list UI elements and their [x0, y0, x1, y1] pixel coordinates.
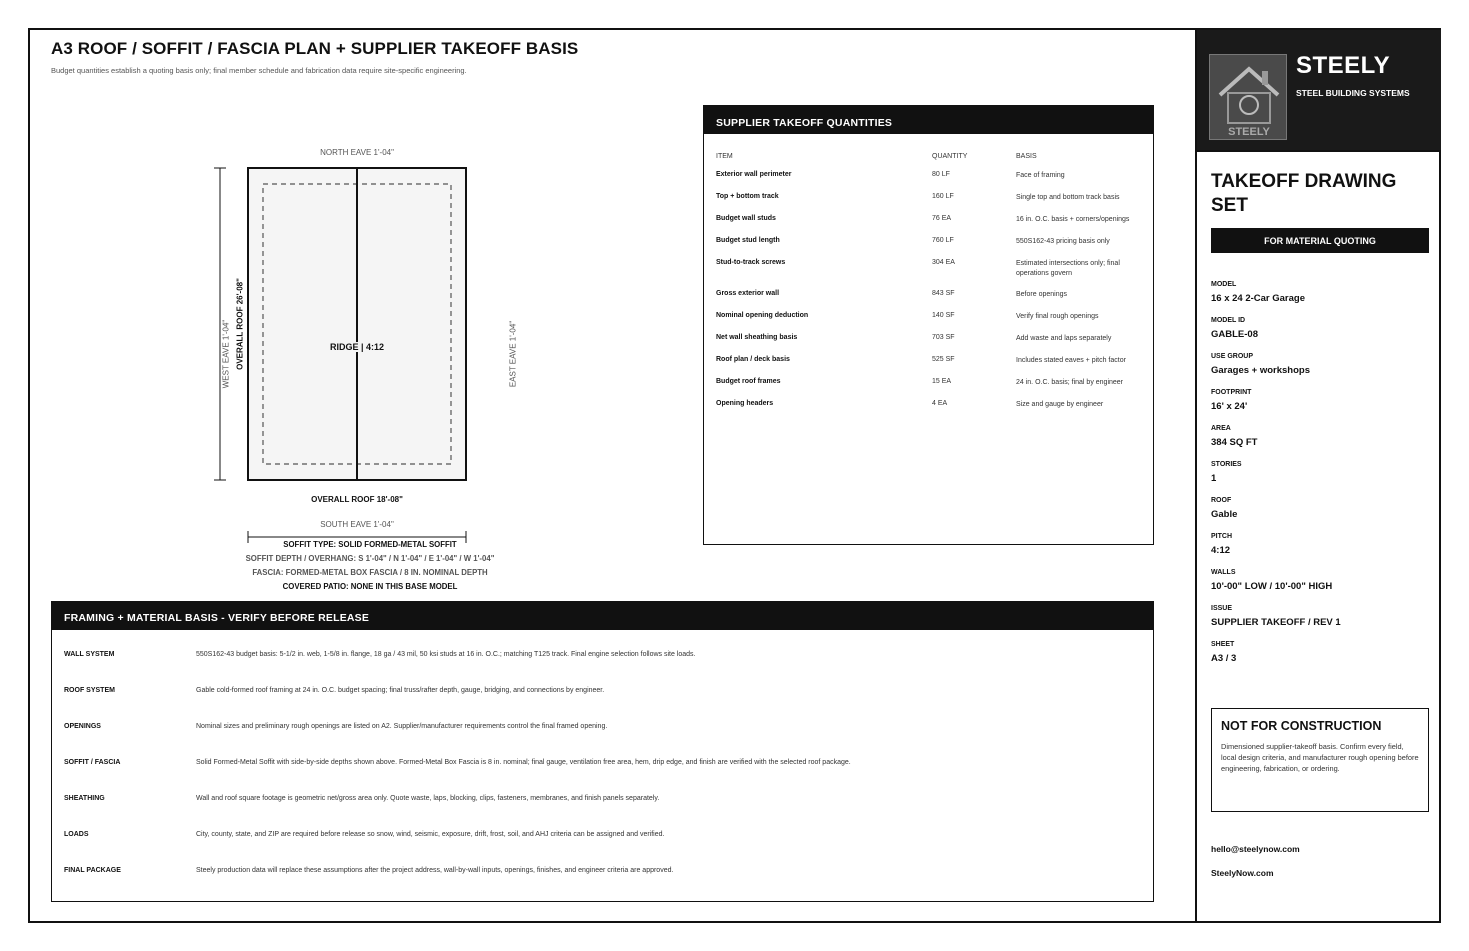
sheet-subtitle: Budget quantities establish a quoting basis only; final member schedule and fabrication data require site-specific engineering.	[51, 66, 467, 75]
ridge-label: RIDGE | 4:12	[329, 342, 385, 352]
column-header-quantity: QUANTITY	[932, 153, 968, 160]
takeoff-qty: 760 LF	[932, 237, 954, 244]
brand-subtitle: STEEL BUILDING SYSTEMS	[1296, 88, 1410, 98]
brand-header	[1197, 30, 1441, 152]
meta-key: SHEET	[1211, 641, 1235, 648]
fascia-note: FASCIA: FORMED-METAL BOX FASCIA / 8 IN. NOMINAL DEPTH	[252, 568, 488, 577]
sheet-title: A3 ROOF / SOFFIT / FASCIA PLAN + SUPPLIER TAKEOFF BASIS	[51, 39, 579, 58]
soffit-type-note: SOFFIT TYPE: SOLID FORMED-METAL SOFFIT	[283, 540, 457, 549]
takeoff-table	[703, 105, 1154, 545]
framing-label: ROOF SYSTEM	[64, 687, 115, 694]
meta-value: A3 / 3	[1211, 653, 1237, 664]
meta-key: PITCH	[1211, 533, 1232, 540]
takeoff-basis: Before openings	[1016, 291, 1067, 298]
meta-key: ROOF	[1211, 497, 1232, 504]
meta-value: SUPPLIER TAKEOFF / REV 1	[1211, 617, 1341, 628]
main-area	[30, 30, 1195, 921]
meta-value: 10'-00" LOW / 10'-00" HIGH	[1211, 581, 1333, 592]
takeoff-item: Exterior wall perimeter	[716, 171, 792, 178]
takeoff-basis: Includes stated eaves + pitch factor	[1016, 357, 1126, 364]
takeoff-header: SUPPLIER TAKEOFF QUANTITIES	[704, 106, 1153, 134]
meta-key: AREA	[1211, 425, 1231, 432]
meta-value: 384 SQ FT	[1211, 437, 1258, 448]
framing-text: Nominal sizes and preliminary rough openings are listed on A2. Supplier/manufacturer requirements control the final framed opening.	[196, 723, 608, 730]
takeoff-qty: 304 EA	[932, 259, 955, 266]
east-eave-label: EAST EAVE 1'-04"	[508, 320, 518, 388]
takeoff-basis: Estimated intersections only; final operations govern	[1016, 260, 1120, 277]
framing-basis	[51, 601, 1154, 902]
roof-plan-drawing	[180, 140, 560, 600]
column-header-item: ITEM	[716, 153, 733, 160]
patio-note: COVERED PATIO: NONE IN THIS BASE MODEL	[282, 582, 458, 591]
website-link[interactable]: SteelyNow.com	[1211, 868, 1274, 878]
takeoff-item: Opening headers	[716, 400, 774, 407]
meta-roof	[1211, 497, 1237, 520]
quoting-banner: FOR MATERIAL QUOTING	[1211, 228, 1429, 253]
brand-name: STEELY	[1296, 52, 1391, 79]
meta-pitch	[1211, 533, 1232, 556]
meta-value: Garages + workshops	[1211, 365, 1310, 376]
takeoff-column-headers	[704, 134, 1153, 160]
framing-label: FINAL PACKAGE	[64, 867, 121, 874]
meta-stories	[1211, 461, 1242, 484]
not-for-construction-box	[1211, 708, 1429, 812]
meta-use-group	[1211, 353, 1310, 376]
framing-label: SOFFIT / FASCIA	[64, 759, 121, 766]
framing-text: 550S162-43 budget basis: 5-1/2 in. web, 1-5/8 in. flange, 18 ga / 43 mil, 50 ksi studs at 16 in. O.C.; matching T125 track. Final engine selection follows site loads.	[196, 651, 696, 658]
takeoff-qty: 4 EA	[932, 400, 948, 407]
title-block	[1195, 30, 1441, 921]
takeoff-qty: 80 LF	[932, 171, 950, 178]
meta-model	[1211, 281, 1305, 304]
framing-text: Gable cold-formed roof framing at 24 in. O.C. budget spacing; final truss/rafter depth, gauge, bridging, and connections by engineer.	[196, 687, 605, 694]
takeoff-basis: 16 in. O.C. basis + corners/openings	[1016, 216, 1130, 223]
drawing-set-title: TAKEOFF DRAWING SET	[1211, 171, 1397, 216]
takeoff-item: Budget stud length	[716, 237, 780, 244]
overall-width-label: OVERALL ROOF 18'-08"	[311, 495, 403, 504]
west-eave-label: WEST EAVE 1'-04"	[221, 319, 231, 389]
meta-key: USE GROUP	[1211, 353, 1254, 360]
meta-model-id	[1211, 317, 1258, 340]
column-header-basis: BASIS	[1016, 153, 1037, 160]
takeoff-item: Roof plan / deck basis	[716, 356, 790, 363]
framing-label: WALL SYSTEM	[64, 651, 115, 658]
takeoff-item: Budget wall studs	[716, 215, 776, 222]
meta-value: Gable	[1211, 509, 1238, 520]
meta-walls	[1211, 569, 1332, 592]
takeoff-item: Gross exterior wall	[716, 290, 780, 297]
meta-value: 16' x 24'	[1211, 401, 1248, 412]
takeoff-qty: 160 LF	[932, 193, 954, 200]
drawing-sheet	[28, 28, 1441, 923]
south-eave-label: SOUTH EAVE 1'-04"	[320, 520, 394, 529]
takeoff-basis: Face of framing	[1016, 172, 1065, 179]
framing-text: Wall and roof square footage is geometric net/gross area only. Quote waste, laps, blocking, clips, fasteners, membranes, and finish panels separately.	[196, 795, 660, 802]
takeoff-item: Top + bottom track	[716, 193, 779, 200]
meta-key: WALLS	[1211, 569, 1236, 576]
takeoff-item: Net wall sheathing basis	[716, 334, 798, 341]
takeoff-basis: Verify final rough openings	[1016, 313, 1099, 320]
meta-key: MODEL	[1211, 281, 1237, 288]
meta-key: ISSUE	[1211, 605, 1233, 612]
framing-text: City, county, state, and ZIP are required before release so snow, wind, seismic, exposure, drift, frost, soil, and AHJ criteria can be assigned and verified.	[196, 831, 665, 838]
contact-email[interactable]: hello@steelynow.com	[1211, 844, 1300, 854]
overall-depth-label: OVERALL ROOF 26'-08"	[235, 278, 245, 370]
takeoff-item: Nominal opening deduction	[716, 312, 809, 319]
takeoff-basis: 550S162-43 pricing basis only	[1016, 238, 1110, 245]
takeoff-item: Stud-to-track screws	[716, 259, 786, 266]
meta-value: 1	[1211, 473, 1217, 484]
takeoff-qty: 15 EA	[932, 378, 952, 385]
takeoff-basis: 24 in. O.C. basis; final by engineer	[1016, 379, 1124, 386]
meta-value: 4:12	[1211, 545, 1231, 556]
meta-key: FOOTPRINT	[1211, 389, 1252, 396]
house-logo-icon	[1210, 55, 1288, 141]
meta-key: MODEL ID	[1211, 317, 1246, 324]
takeoff-qty: 703 SF	[932, 334, 955, 341]
steely-logo	[1209, 54, 1287, 140]
soffit-depth-note: SOFFIT DEPTH / OVERHANG: S 1'-04" / N 1'-04" / E 1'-04" / W 1'-04"	[245, 554, 495, 563]
meta-footprint	[1211, 389, 1251, 412]
meta-value: GABLE-08	[1211, 329, 1258, 340]
takeoff-item: Budget roof frames	[716, 378, 781, 385]
nfc-text: Dimensioned supplier-takeoff basis. Confirm every field, local design criteria, and manufacturer rough opening before engineering, fabrication, or ordering.	[1221, 742, 1419, 773]
framing-text: Steely production data will replace these assumptions after the project address, wall-by-wall inputs, openings, finishes, and engineer criteria are approved.	[196, 867, 674, 874]
meta-key: STORIES	[1211, 461, 1242, 468]
takeoff-basis: Single top and bottom track basis	[1016, 194, 1120, 201]
framing-text: Solid Formed-Metal Soffit with side-by-side depths shown above. Formed-Metal Box Fascia is 8 in. nominal; final gauge, ventilation free area, hem, drip edge, and finish are verified with the selected roof package.	[196, 759, 851, 766]
takeoff-basis: Add waste and laps separately	[1016, 335, 1112, 342]
meta-area	[1211, 425, 1257, 448]
framing-label: SHEATHING	[64, 795, 105, 802]
framing-label: OPENINGS	[64, 723, 101, 730]
takeoff-basis: Size and gauge by engineer	[1016, 401, 1104, 408]
framing-label: LOADS	[64, 831, 89, 838]
meta-value: 16 x 24 2-Car Garage	[1211, 293, 1306, 304]
meta-sheet	[1211, 641, 1236, 664]
north-eave-label: NORTH EAVE 1'-04"	[320, 148, 394, 157]
takeoff-qty: 843 SF	[932, 290, 955, 297]
nfc-title: NOT FOR CONSTRUCTION	[1221, 719, 1382, 733]
framing-header: FRAMING + MATERIAL BASIS - VERIFY BEFORE RELEASE	[52, 602, 1153, 630]
meta-issue	[1211, 605, 1341, 628]
takeoff-qty: 76 EA	[932, 215, 952, 222]
takeoff-qty: 525 SF	[932, 356, 955, 363]
takeoff-qty: 140 SF	[932, 312, 955, 319]
logo-text: STEELY	[1228, 126, 1270, 138]
roof-plan	[180, 140, 560, 600]
